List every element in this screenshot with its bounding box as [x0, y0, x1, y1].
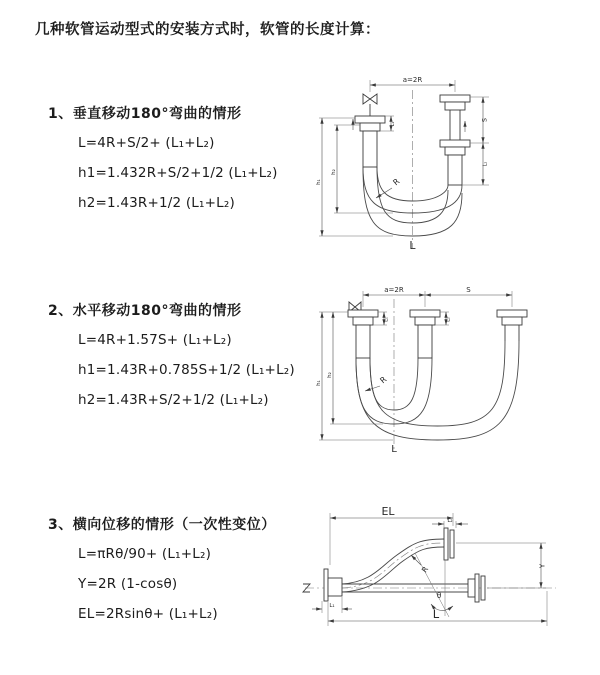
dim-label-theta: θ	[436, 591, 442, 600]
formula: h1=1.43R+0.785S+1/2 (L₁+L₂)	[78, 362, 295, 378]
dim-label-h2: h₂	[331, 169, 337, 175]
left-flange	[348, 310, 378, 358]
formula: L=4R+S/2+ (L₁+L₂)	[78, 135, 215, 151]
dim-label-a2r: a=2R	[402, 76, 423, 84]
radius-callout	[365, 375, 389, 391]
right-flange	[497, 310, 527, 341]
section-1-heading: 1、垂直移动180°弯曲的情形	[48, 106, 242, 122]
diagram-horizontal-180-bend	[313, 283, 548, 458]
dim-label-l1: L₁	[383, 317, 390, 322]
formula: h1=1.432R+S/2+1/2 (L₁+L₂)	[78, 165, 278, 181]
dim-label-s: S	[466, 286, 471, 294]
dimension-a2r	[370, 76, 455, 92]
dimension-el	[330, 505, 453, 565]
radius-callout	[376, 177, 402, 198]
dim-label-h2: h₂	[327, 372, 333, 378]
dim-label-l2: L₂	[447, 518, 453, 524]
dim-label-l1: L₁	[390, 121, 396, 127]
dimension-a2r	[363, 286, 512, 307]
dim-label-l2: L₂	[482, 161, 489, 167]
section-3-heading: 3、横向位移的情形（一次性变位）	[48, 517, 276, 533]
dimension-h2	[327, 312, 383, 424]
diagram-lateral-displacement	[300, 505, 590, 655]
formula: Y=2R (1-cosθ)	[78, 576, 178, 592]
valve-icon	[363, 94, 377, 116]
dim-label-s: S	[480, 117, 489, 123]
section-2-formulas	[48, 325, 295, 415]
formula: h2=1.43R+S/2+1/2 (L₁+L₂)	[78, 392, 269, 408]
formula: h2=1.43R+1/2 (L₁+L₂)	[78, 195, 235, 211]
dimension-l1	[312, 597, 352, 613]
dimension-l2	[483, 143, 489, 185]
section-1-formulas	[48, 128, 278, 218]
section-3-formulas	[48, 539, 276, 629]
dim-label-r: R	[391, 176, 402, 188]
lower-right-flange	[468, 574, 485, 602]
section-vertical-180	[48, 105, 278, 218]
dim-label-l-total: L	[409, 239, 416, 252]
dim-label-r: R	[378, 374, 389, 386]
page-title: 几种软管运动型式的安装方式时，软管的长度计算：	[35, 22, 380, 38]
upper-right-flange	[444, 528, 454, 560]
section-horizontal-180	[48, 302, 295, 415]
dim-label-el: EL	[381, 505, 395, 518]
dim-label-h1: h₁	[316, 380, 322, 386]
formula: L=4R+1.57S+ (L₁+L₂)	[78, 332, 232, 348]
section-2-heading: 2、水平移动180°弯曲的情形	[48, 303, 242, 319]
dim-label-y: Y	[538, 563, 547, 569]
left-flange	[324, 569, 342, 601]
radius-callout	[411, 555, 430, 574]
dimension-s	[425, 286, 512, 295]
dim-label-l-total: L	[432, 607, 440, 621]
dim-label-h1: h₁	[316, 179, 322, 185]
dimension-h1	[316, 118, 393, 236]
dim-label-l1: L₁	[329, 603, 335, 609]
right-flange	[440, 95, 470, 185]
left-flange	[355, 116, 385, 167]
formula: EL=2Rsinθ+ (L₁+L₂)	[78, 606, 218, 622]
hose-u-bends	[356, 341, 519, 440]
dim-label-l2: L₂	[445, 317, 452, 322]
dim-label-a2r: a=2R	[384, 286, 404, 294]
section-lateral-displacement	[48, 516, 276, 629]
dimension-h2	[331, 125, 393, 213]
dim-label-r: R	[419, 564, 431, 575]
dim-label-l-total: L	[391, 444, 397, 455]
formula: L=πRθ/90+ (L₁+L₂)	[78, 546, 212, 562]
dimension-l2	[432, 518, 468, 528]
middle-flange	[410, 310, 440, 358]
diagram-vertical-180-bend	[313, 72, 548, 257]
